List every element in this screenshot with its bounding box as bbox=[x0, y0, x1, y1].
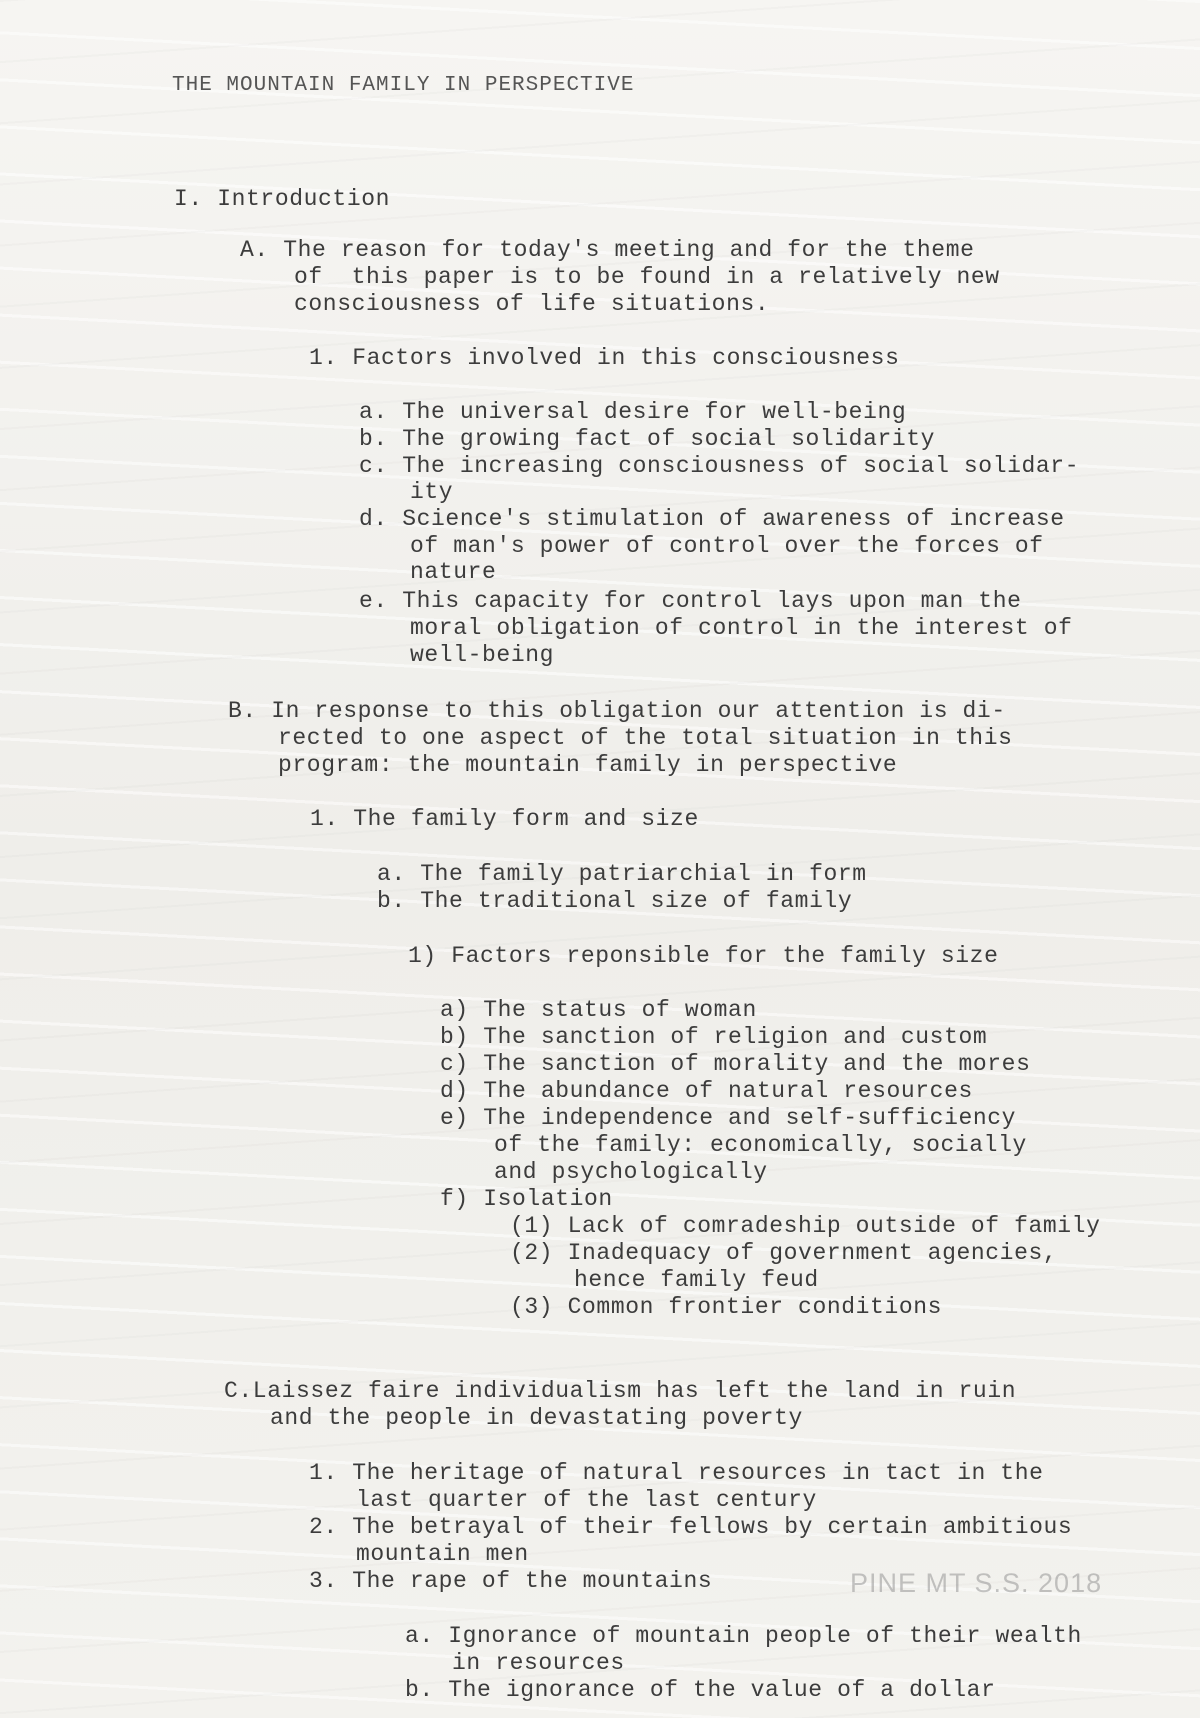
factor-a: a) The status of woman bbox=[440, 997, 757, 1023]
factor-f: f) Isolation bbox=[440, 1186, 613, 1212]
section-c-item-3: 3. The rape of the mountains bbox=[309, 1568, 713, 1594]
section-a1-heading: 1. Factors involved in this consciousness bbox=[309, 345, 900, 371]
section-a-line-2: of this paper is to be found in a relatively new bbox=[294, 264, 1000, 290]
factor-e: e) The independence and self-sufficiency bbox=[440, 1105, 1017, 1131]
list-item-a: a. The universal desire for well-being bbox=[359, 399, 907, 425]
section-b-line-1: B. In response to this obligation our attention is di- bbox=[228, 698, 1006, 724]
section-c-item-1: 1. The heritage of natural resources in tact in the bbox=[309, 1460, 1044, 1486]
section-c-item-2: 2. The betrayal of their fellows by certain ambitious bbox=[309, 1514, 1073, 1540]
list-item-e-cont-1: moral obligation of control in the interest of bbox=[410, 615, 1073, 641]
isolation-item-1: (1) Lack of comradeship outside of family bbox=[510, 1213, 1101, 1239]
list-item-b: b. The growing fact of social solidarity bbox=[359, 426, 936, 452]
factors-heading: 1) Factors reponsible for the family size bbox=[408, 943, 999, 969]
section-a-line-3: consciousness of life situations. bbox=[294, 291, 770, 317]
factor-b: b) The sanction of religion and custom bbox=[440, 1024, 988, 1050]
section-heading-introduction: I. Introduction bbox=[174, 186, 391, 212]
section-c3-item-b: b. The ignorance of the value of a dollar bbox=[405, 1677, 996, 1703]
section-b1-heading: 1. The family form and size bbox=[310, 806, 699, 832]
list-item-c-cont: ity bbox=[410, 479, 454, 505]
isolation-item-3: (3) Common frontier conditions bbox=[510, 1294, 943, 1320]
factor-d: d) The abundance of natural resources bbox=[440, 1078, 973, 1104]
factor-e-cont-1: of the family: economically, socially bbox=[494, 1132, 1027, 1158]
section-c-item-1-cont: last quarter of the last century bbox=[356, 1487, 817, 1513]
section-b-line-2: rected to one aspect of the total situation in this bbox=[278, 725, 1013, 751]
section-b-line-3: program: the mountain family in perspective bbox=[278, 752, 898, 778]
section-c3-item-a-cont: in resources bbox=[452, 1650, 625, 1676]
isolation-item-2: (2) Inadequacy of government agencies, bbox=[510, 1240, 1058, 1266]
list-item-b1-a: a. The family patriarchial in form bbox=[377, 861, 867, 887]
list-item-b1-b: b. The traditional size of family bbox=[377, 888, 853, 914]
list-item-d-cont-2: nature bbox=[410, 559, 497, 585]
archive-watermark: PINE MT S.S. 2018 bbox=[850, 1568, 1103, 1598]
list-item-d: d. Science's stimulation of awareness of increase bbox=[359, 506, 1065, 532]
list-item-e: e. This capacity for control lays upon man the bbox=[359, 588, 1022, 614]
section-c-line-1: C.Laissez faire individualism has left the land in ruin bbox=[224, 1378, 1017, 1404]
list-item-d-cont-1: of man's power of control over the forces of bbox=[410, 533, 1044, 559]
factor-e-cont-2: and psychologically bbox=[494, 1159, 768, 1185]
isolation-item-2-cont: hence family feud bbox=[574, 1267, 819, 1293]
list-item-c: c. The increasing consciousness of social solidar- bbox=[359, 453, 1080, 479]
section-c3-item-a: a. Ignorance of mountain people of their wealth bbox=[405, 1623, 1082, 1649]
document-title: THE MOUNTAIN FAMILY IN PERSPECTIVE bbox=[172, 74, 635, 97]
list-item-e-cont-2: well-being bbox=[410, 642, 555, 668]
section-c-line-2: and the people in devastating poverty bbox=[270, 1405, 803, 1431]
factor-c: c) The sanction of morality and the mores bbox=[440, 1051, 1031, 1077]
section-c-item-2-cont: mountain men bbox=[356, 1541, 529, 1567]
section-a-line-1: A. The reason for today's meeting and for the theme bbox=[240, 237, 975, 263]
